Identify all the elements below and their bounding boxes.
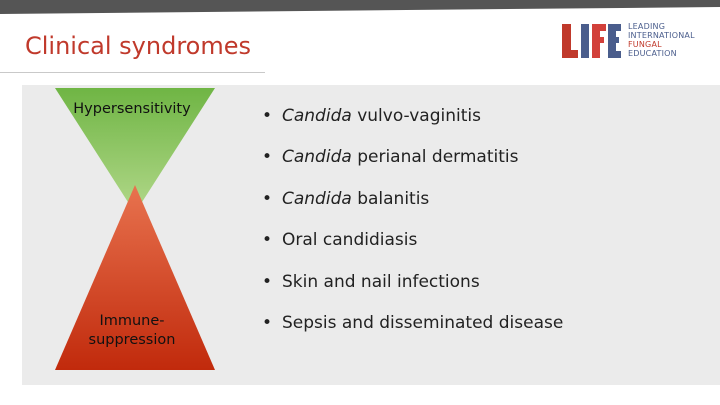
list-item <box>262 313 563 354</box>
life-logo-mark-icon <box>560 20 622 60</box>
immunesuppression-label-line2: suppression <box>88 332 176 348</box>
hypersensitivity-label: Hypersensitivity <box>73 101 191 117</box>
list-item <box>262 189 563 230</box>
list-item-rest: Skin and nail infections <box>282 271 480 292</box>
immunesuppression-label <box>62 312 202 350</box>
logo-wordmark <box>628 22 695 58</box>
list-item-italic: Candida <box>282 147 352 168</box>
list-item-rest: balanitis <box>351 188 430 209</box>
syndrome-list <box>262 106 563 354</box>
immunesuppression-label-line1: Immune- <box>99 313 165 329</box>
list-item-rest: Sepsis and disseminated disease <box>282 312 564 333</box>
logo-line-leading: LEADING <box>628 22 666 31</box>
bullet-icon: • <box>262 106 273 126</box>
bullet-icon: • <box>262 147 273 168</box>
bullet-icon: • <box>262 312 273 333</box>
list-item-text <box>282 313 563 333</box>
list-item <box>262 147 563 188</box>
life-logo <box>560 18 705 62</box>
logo-line-international: INTERNATIONAL <box>628 31 695 40</box>
list-item-text <box>282 272 480 292</box>
list-item-text <box>282 230 417 250</box>
title-divider <box>0 72 265 73</box>
list-item-rest: perianal dermatitis <box>351 147 519 168</box>
list-item-text <box>282 147 518 167</box>
list-item-italic: Candida <box>282 106 352 126</box>
top-banner <box>0 0 720 16</box>
list-item-rest: vulvo-vaginitis <box>351 106 481 126</box>
bullet-icon: • <box>262 230 273 251</box>
bullet-icon: • <box>262 271 273 292</box>
list-item <box>262 272 563 313</box>
list-item-text <box>282 189 429 209</box>
slide-title: Clinical syndromes <box>25 32 251 60</box>
list-item <box>262 230 563 271</box>
list-item <box>262 106 563 147</box>
list-item-rest: Oral candidiasis <box>282 230 418 251</box>
list-item-italic: Candida <box>282 188 352 209</box>
bullet-icon: • <box>262 188 273 209</box>
list-item-text <box>282 106 481 126</box>
logo-line-fungal: FUNGAL <box>628 40 662 49</box>
logo-line-education: EDUCATION <box>628 49 677 58</box>
